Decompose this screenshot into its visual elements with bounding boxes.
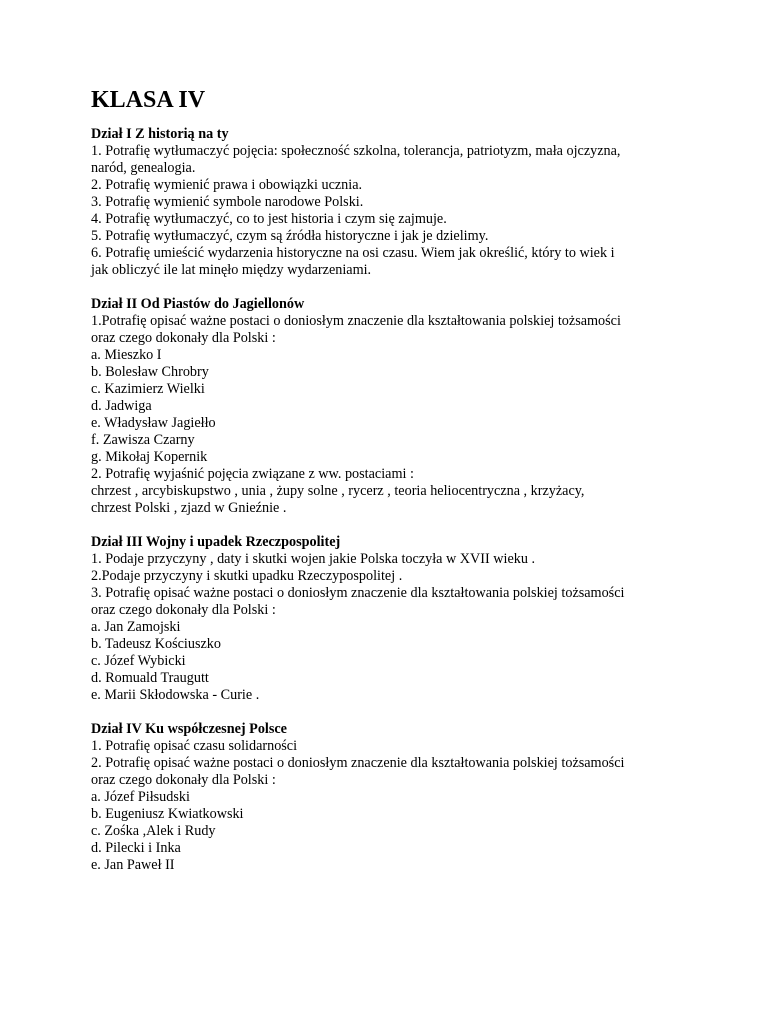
section-line: oraz czego dokonały dla Polski :	[91, 772, 276, 788]
section-line: d. Romuald Traugutt	[91, 670, 209, 686]
section-line: 1. Podaje przyczyny , daty i skutki wojen jakie Polska toczyła w XVII wieku .	[91, 551, 536, 567]
section-line: 5. Potrafię wytłumaczyć, czym są źródła historyczne i jak je dzielimy.	[91, 228, 489, 244]
section-heading: Dział III Wojny i upadek Rzeczpospolitej	[91, 534, 341, 550]
section-line: d. Pilecki i Inka	[91, 840, 181, 856]
section-line: chrzest , arcybiskupstwo , unia , żupy solne , rycerz , teoria heliocentryczna , krzyżacy,	[91, 483, 585, 499]
section-line: c. Zośka ,Alek i Rudy	[91, 823, 216, 839]
section-line: 2.Podaje przyczyny i skutki upadku Rzeczypospolitej .	[91, 568, 403, 584]
section-line: 2. Potrafię opisać ważne postaci o doniosłym znaczenie dla kształtowania polskiej tożsamości	[91, 755, 625, 771]
section-line: oraz czego dokonały dla Polski :	[91, 602, 276, 618]
section-line: a. Józef Piłsudski	[91, 789, 190, 805]
section-line: naród, genealogia.	[91, 160, 196, 176]
section-2	[91, 296, 691, 517]
section-line: 6. Potrafię umieścić wydarzenia historyczne na osi czasu. Wiem jak określić, który to wiek i	[91, 245, 615, 261]
section-line: 2. Potrafię wymienić prawa i obowiązki ucznia.	[91, 177, 363, 193]
sections-container	[91, 126, 691, 874]
section-1	[91, 126, 691, 279]
section-line: a. Mieszko I	[91, 347, 162, 363]
section-heading: Dział IV Ku współczesnej Polsce	[91, 721, 287, 737]
section-line: 1.Potrafię opisać ważne postaci o doniosłym znaczenie dla kształtowania polskiej tożsamości	[91, 313, 621, 329]
section-line: jak obliczyć ile lat minęło między wydarzeniami.	[91, 262, 372, 278]
section-4	[91, 721, 691, 874]
section-line: b. Bolesław Chrobry	[91, 364, 209, 380]
section-line: e. Jan Paweł II	[91, 857, 175, 873]
section-line: d. Jadwiga	[91, 398, 152, 414]
section-heading: Dział I Z historią na ty	[91, 126, 229, 142]
section-line: f. Zawisza Czarny	[91, 432, 195, 448]
section-line: chrzest Polski , zjazd w Gnieźnie .	[91, 500, 287, 516]
section-line: 1. Potrafię opisać czasu solidarności	[91, 738, 298, 754]
section-3	[91, 534, 691, 704]
section-line: b. Eugeniusz Kwiatkowski	[91, 806, 244, 822]
section-line: oraz czego dokonały dla Polski :	[91, 330, 276, 346]
section-line: a. Jan Zamojski	[91, 619, 181, 635]
section-line: e. Marii Skłodowska - Curie .	[91, 687, 260, 703]
section-line: e. Władysław Jagiełło	[91, 415, 216, 431]
section-line: b. Tadeusz Kościuszko	[91, 636, 221, 652]
section-line: g. Mikołaj Kopernik	[91, 449, 208, 465]
section-line: 1. Potrafię wytłumaczyć pojęcia: społeczność szkolna, tolerancja, patriotyzm, mała ojczyzna,	[91, 143, 621, 159]
document-title: KLASA IV	[91, 87, 206, 113]
section-line: 3. Potrafię opisać ważne postaci o doniosłym znaczenie dla kształtowania polskiej tożsamości	[91, 585, 625, 601]
section-line: c. Kazimierz Wielki	[91, 381, 205, 397]
section-line: 3. Potrafię wymienić symbole narodowe Polski.	[91, 194, 364, 210]
section-line: c. Józef Wybicki	[91, 653, 186, 669]
section-line: 2. Potrafię wyjaśnić pojęcia związane z ww. postaciami :	[91, 466, 414, 482]
section-line: 4. Potrafię wytłumaczyć, co to jest historia i czym się zajmuje.	[91, 211, 447, 227]
document-page	[91, 86, 691, 891]
section-heading: Dział II Od Piastów do Jagiellonów	[91, 296, 305, 312]
